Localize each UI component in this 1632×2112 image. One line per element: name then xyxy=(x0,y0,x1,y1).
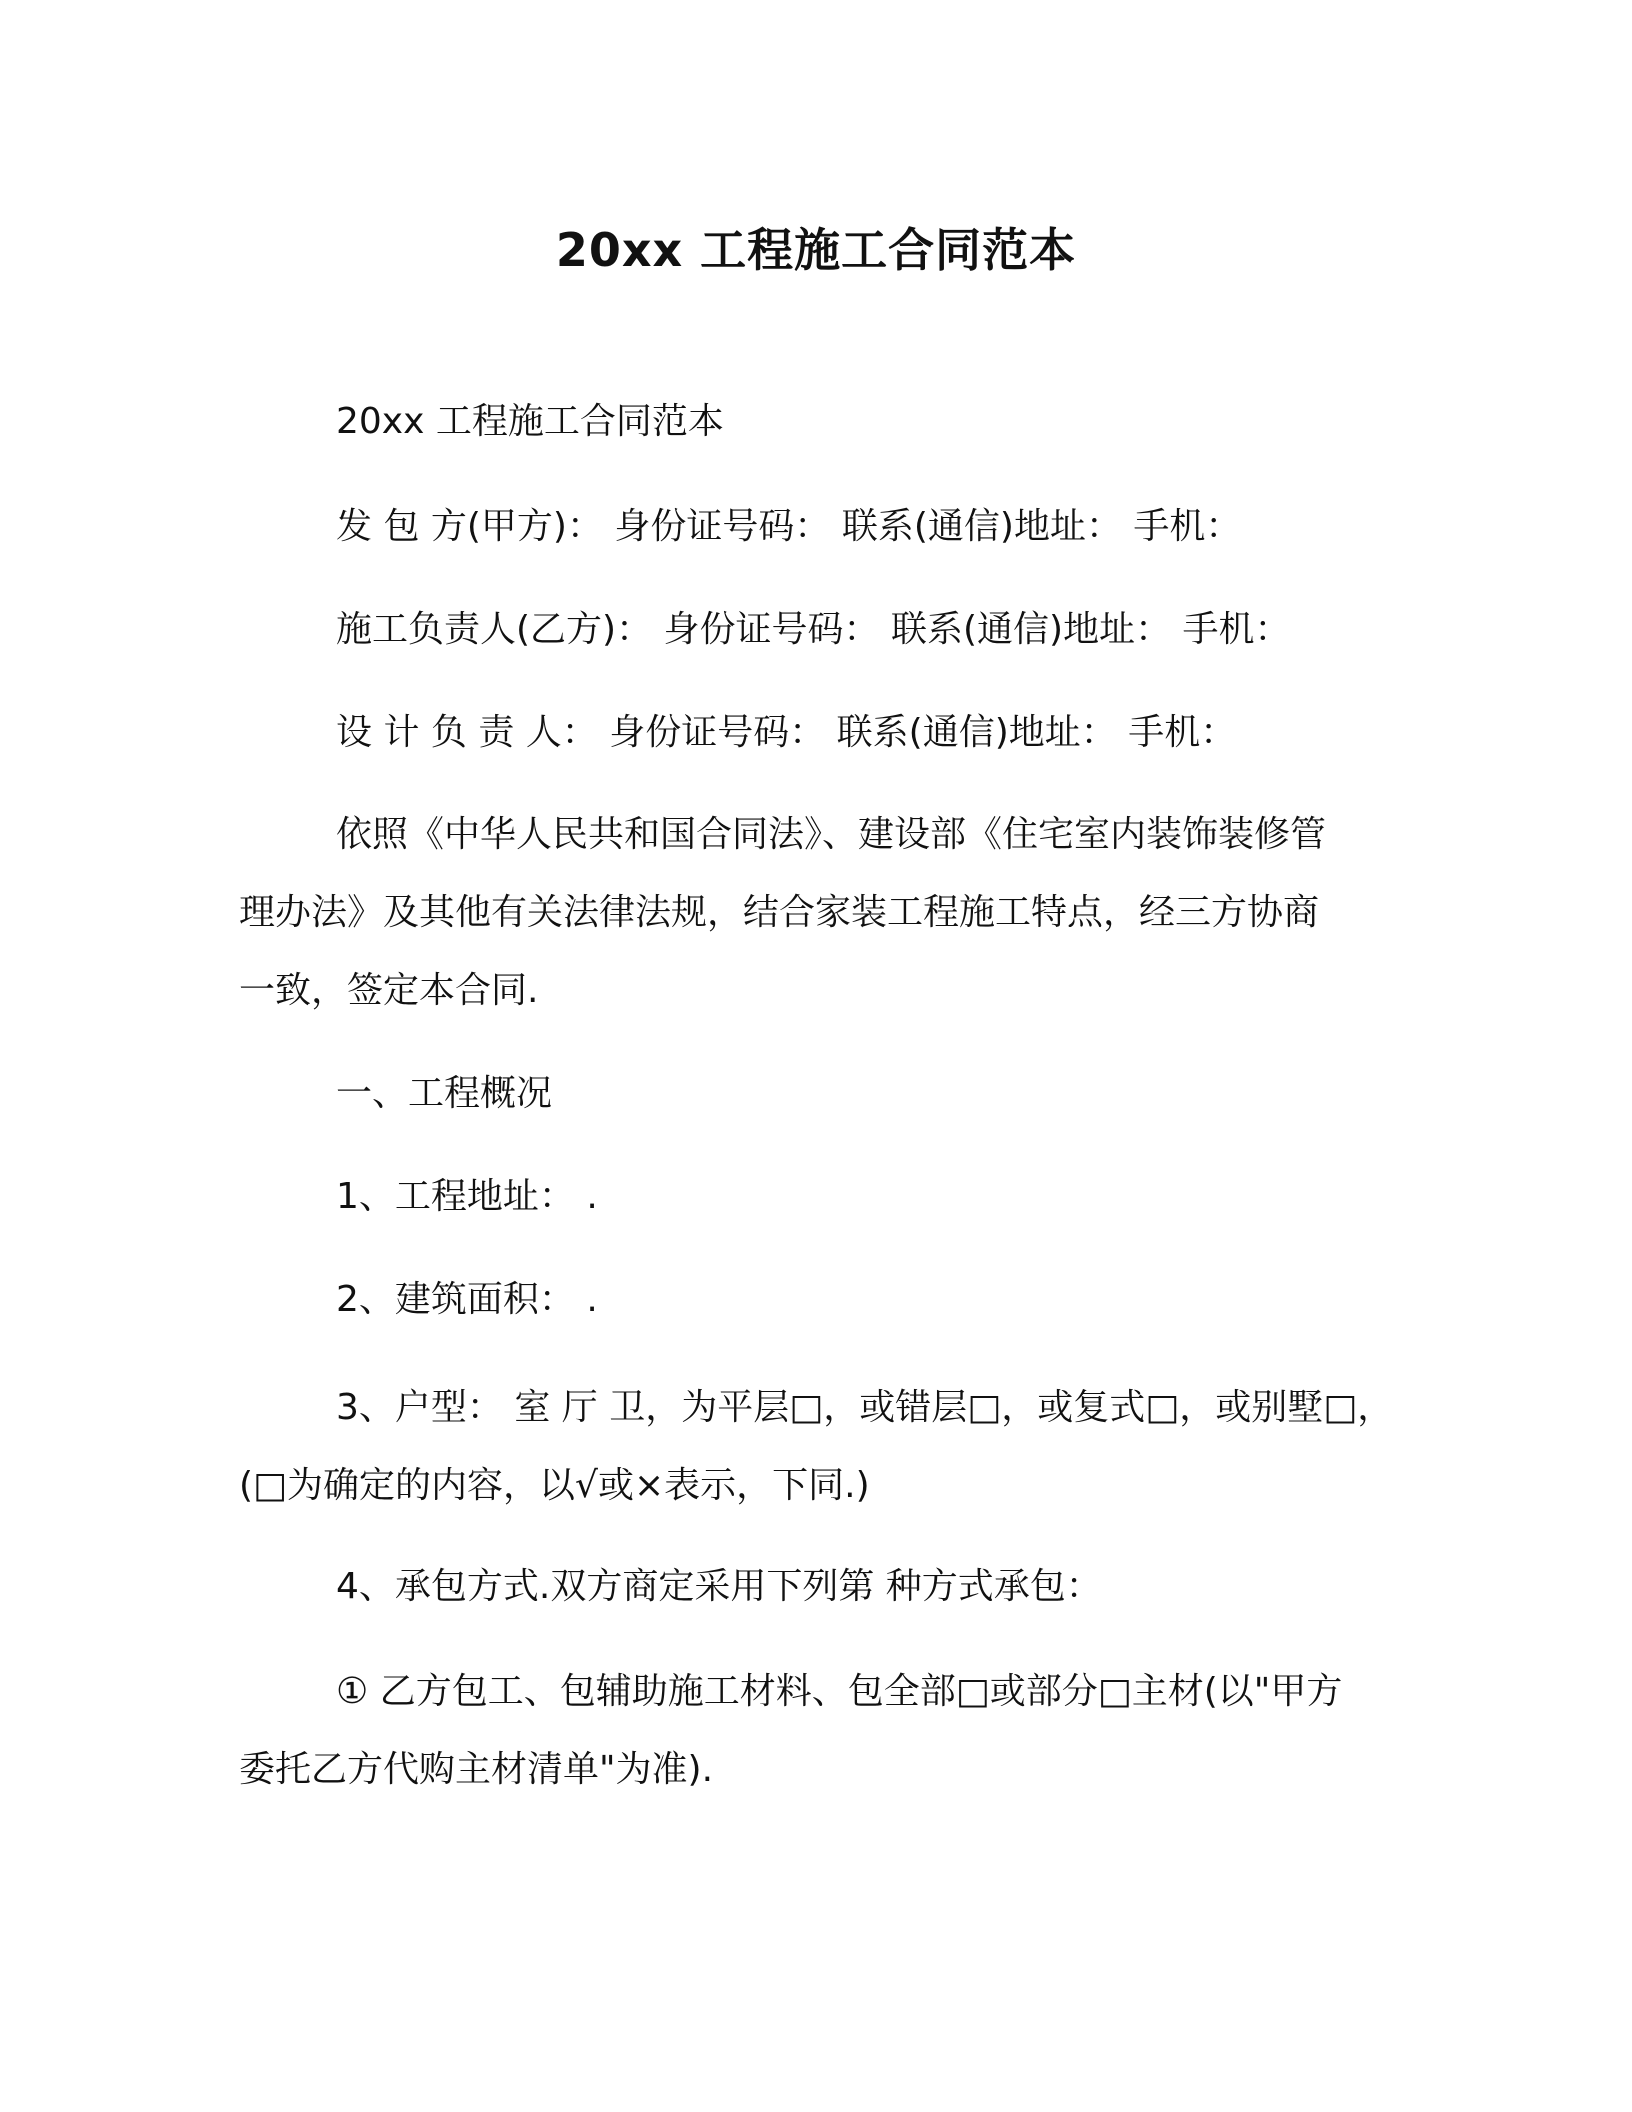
preamble-line-3: 一致，签定本合同. xyxy=(239,970,539,1011)
option-1-line-1: ① 乙方包工、包辅助施工材料、包全部□或部分□主材(以"甲方 xyxy=(336,1671,1343,1712)
preamble-line-1: 依照《中华人民共和国合同法》、建设部《住宅室内装饰装修管 xyxy=(336,814,1327,855)
item-project-address: 1、工程地址： . xyxy=(336,1176,598,1217)
option-1-line-2: 委托乙方代购主材清单"为准). xyxy=(239,1749,714,1790)
item-house-type-line-2: (□为确定的内容，以√或×表示，下同.) xyxy=(239,1465,870,1506)
section-heading: 一、工程概况 xyxy=(336,1073,553,1114)
item-contract-method: 4、承包方式.双方商定采用下列第 种方式承包： xyxy=(336,1566,1102,1607)
party-designer-line: 设 计 负 责 人： 身份证号码： 联系(通信)地址： 手机： xyxy=(336,712,1237,753)
document-title: 20xx 工程施工合同范本 xyxy=(555,223,1077,277)
item-building-area: 2、建筑面积： . xyxy=(336,1279,598,1320)
preamble-line-2: 理办法》及其他有关法律法规，结合家装工程施工特点，经三方协商 xyxy=(239,892,1320,933)
item-house-type-line-1: 3、户型： 室 厅 卫，为平层□，或错层□，或复式□，或别墅□， xyxy=(336,1387,1394,1428)
document-subtitle: 20xx 工程施工合同范本 xyxy=(336,401,724,442)
party-employer-line: 发 包 方(甲方)： 身份证号码： 联系(通信)地址： 手机： xyxy=(336,506,1242,547)
party-contractor-line: 施工负责人(乙方)： 身份证号码： 联系(通信)地址： 手机： xyxy=(336,609,1291,650)
